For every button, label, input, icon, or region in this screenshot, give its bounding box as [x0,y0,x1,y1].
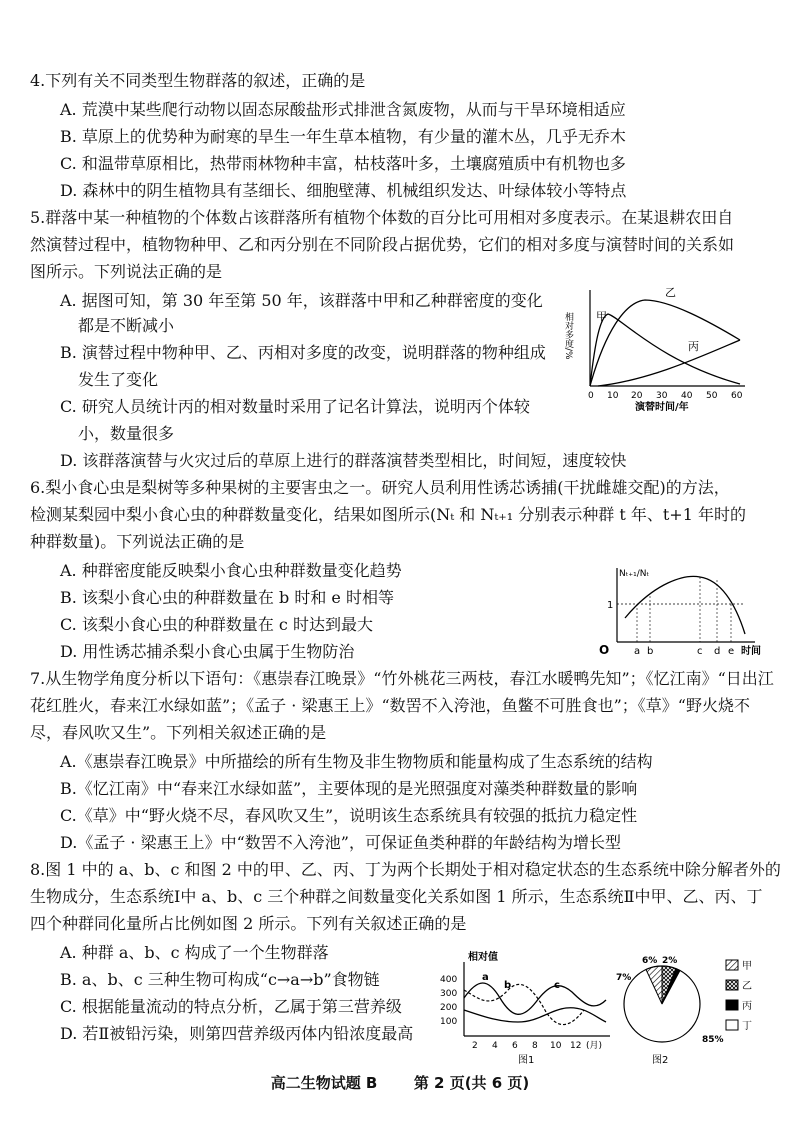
label-bing: 丙 [688,340,699,353]
q7-option-a: A.《惠崇春江晚景》中所描绘的所有生物及非生物物质和能量构成了生态系统的结构 [60,752,653,771]
q7-stem-3: 尽，春风吹又生”。下列相关叙述正确的是 [30,723,327,742]
q5-option-d: D. 该群落演替与火灾过后的草原上进行的群落演替类型相比，时间短，速度较快 [60,451,627,470]
fig5-xtick-40: 40 [681,391,693,401]
q8-stem-3: 四个种群同化量所占比例如图 2 所示。下列有关叙述正确的是 [30,914,467,933]
fig1-ylabel: 相对值 [468,952,498,963]
fig5-xtick-0: 0 [588,391,594,401]
q8-option-c: C. 根据能量流动的特点分析，乙属于第三营养级 [60,997,402,1016]
q7-option-d: D.《孟子 · 梁惠王上》中“数罟不入洿池”，可保证鱼类种群的年龄结构为增长型 [60,833,621,852]
fig1-xtick-8: 8 [532,1041,538,1051]
legend-swatch-bing [726,1000,738,1010]
curve-yi [590,300,740,386]
fig5-xtick-60: 60 [731,391,743,401]
fig5-xlabel: 演替时间/年 [635,402,689,412]
footer-subject: 高二生物试题 B [270,1074,378,1092]
fig1-ytick-300: 300 [440,989,458,999]
q5-option-c-2: 小，数量很多 [78,424,175,443]
q8-option-d: D. 若Ⅱ被铅污染，则第四营养级丙体内铅浓度最高 [60,1024,414,1043]
fig1-xtick-10: 10 [550,1041,562,1051]
fig2-pct-bing: 2% [662,956,678,966]
fig6-point-c: c [697,646,703,657]
fig1-ytick-400: 400 [440,975,458,985]
q6-figure [595,562,770,662]
fig5-xtick-50: 50 [706,391,718,401]
q6-option-b: B. 该梨小食心虫的种群数量在 b 时和 e 时相等 [60,588,394,607]
q5-stem-3: 图所示。下列说法正确的是 [30,262,223,281]
q5-option-a-1: A. 据图可知，第 30 年至第 50 年，该群落中甲和乙种群密度的变化 [60,291,543,310]
q7-stem-2: 花红胜火，春来江水绿如蓝”；《孟子 · 梁惠王上》“数罟不入洿池，鱼鳖不可胜食也”；《草》“野火烧不 [30,696,750,715]
fig6-point-a: a [634,646,641,657]
fig2-pct-jia: 7% [616,973,632,983]
series-b [464,984,584,1024]
series-a [464,983,606,1014]
fig1-xtick-12: 12 [570,1041,582,1051]
fig6-xlabel: 时间 [741,646,761,657]
fig2-caption: 图2 [652,1055,669,1066]
q5-option-b-2: 发生了变化 [78,370,159,389]
fig1-xtick-6: 6 [512,1041,518,1051]
fig5-ylabel: 相对多度/% [563,312,573,360]
fig1-xtick-2: 2 [472,1041,478,1051]
legend-swatch-jia [726,960,738,970]
q8-stem-2: 生物成分，生态系统Ⅰ中 a、b、c 三个种群之间数量变化关系如图 1 所示，生态系统Ⅱ中甲、乙、丙、丁 [30,887,763,906]
q6-stem-1: 6.梨小食心虫是梨树等多种果树的主要害虫之一。研究人员利用性诱芯诱捕(干扰雌雄交配)的方法， [30,478,730,497]
legend-yi: 乙 [742,981,752,992]
label-jia: 甲 [596,310,607,323]
q6-stem-2: 检测某梨园中梨小食心虫的种群数量变化，结果如图所示(Nₜ 和 Nₜ₊₁ 分别表示种群 t 年、t+1 年时的 [30,505,746,524]
q8-option-b: B. a、b、c 三种生物可构成“c→a→b”食物链 [60,970,380,989]
fig1-label-a: a [482,972,489,983]
fig1-ytick-100: 100 [440,1017,458,1027]
page-footer [0,1072,800,1093]
legend-swatch-ding [726,1020,738,1030]
q4-option-d: D. 森林中的阴生植物具有茎细长、细胞壁薄、机械组织发达、叶绿体较小等特点 [60,181,627,200]
fig5-xtick-10: 10 [607,391,619,401]
fig1-ytick-200: 200 [440,1003,458,1013]
q4-option-a: A. 荒漠中某些爬行动物以固态尿酸盐形式排泄含氮废物，从而与干旱环境相适应 [60,100,626,119]
fig2-pct-ding: 85% [702,1035,724,1045]
q8-figure-1 [438,950,618,1068]
q6-stem-3: 种群数量)。下列说法正确的是 [30,532,245,551]
fig1-label-b: b [504,980,512,991]
fig2-pct-yi: 6% [642,956,658,966]
fig5-xtick-20: 20 [631,391,643,401]
fig6-origin: O [599,643,610,657]
q8-figure-2 [612,950,772,1068]
q5-option-a-2: 都是不断减小 [78,316,175,335]
q6-option-d: D. 用性诱芯捕杀梨小食心虫属于生物防治 [60,642,355,661]
q5-stem-2: 然演替过程中，植物物种甲、乙和丙分别在不同阶段占据优势，它们的相对多度与演替时间的关系如 [30,235,735,254]
q7-option-b: B.《忆江南》中“春来江水绿如蓝”，主要体现的是光照强度对藻类种群数量的影响 [60,779,638,798]
q7-stem-1: 7.从生物学角度分析以下语句：《惠崇春江晚景》“竹外桃花三两枝，春江水暖鸭先知”；《忆江南》“日出江 [30,669,774,688]
legend-jia: 甲 [742,961,752,972]
ratio-curve [625,576,745,634]
q6-option-a: A. 种群密度能反映梨小食心虫种群数量变化趋势 [60,561,402,580]
q6-option-c: C. 该梨小食心虫的种群数量在 c 时达到最大 [60,615,373,634]
q4-option-b: B. 草原上的优势种为耐寒的旱生一年生草本植物，有少量的灌木丛，几乎无乔木 [60,127,626,146]
q7-option-c: C.《草》中“野火烧不尽，春风吹又生”，说明该生态系统具有较强的抵抗力稳定性 [60,806,638,825]
legend-bing: 丙 [742,1001,752,1012]
fig1-label-c: c [554,980,560,991]
q5-option-b-1: B. 演替过程中物种甲、乙、丙相对多度的改变，说明群落的物种组成 [60,343,546,362]
fig6-point-b: b [647,646,654,657]
series-c [464,1008,606,1022]
q8-option-a: A. 种群 a、b、c 构成了一个生物群落 [60,943,329,962]
footer-page-number: 第 2 页(共 6 页) [413,1074,530,1092]
fig6-one: 1 [607,600,614,611]
fig6-point-d: d [714,646,721,657]
fig1-xunit: (月) [586,1041,603,1051]
fig1-caption: 图1 [518,1055,535,1066]
q4-option-c: C. 和温带草原相比，热带雨林物种丰富，枯枝落叶多，土壤腐殖质中有机物也多 [60,154,626,173]
fig6-ylabel: Nₜ₊₁/Nₜ [619,569,650,579]
fig1-xtick-4: 4 [492,1041,498,1051]
curve-bing [598,340,740,386]
q5-stem-1: 5.群落中某一种植物的个体数占该群落所有植物个体数的百分比可用相对多度表示。在某退耕农田自 [30,208,734,227]
q5-option-c-1: C. 研究人员统计丙的相对数量时采用了记名计算法，说明丙个体较 [60,397,530,416]
legend-swatch-yi [726,980,738,990]
fig5-xtick-30: 30 [656,391,668,401]
fig6-point-e: e [728,646,735,657]
q8-stem-1: 8.图 1 中的 a、b、c 和图 2 中的甲、乙、丙、丁为两个长期处于相对稳定状态的生态系统中除分解者外的 [30,860,781,879]
label-yi: 乙 [665,286,676,299]
q5-figure [560,282,760,412]
q4-stem: 4.下列有关不同类型生物群落的叙述，正确的是 [30,71,366,90]
legend-ding: 丁 [742,1021,752,1032]
